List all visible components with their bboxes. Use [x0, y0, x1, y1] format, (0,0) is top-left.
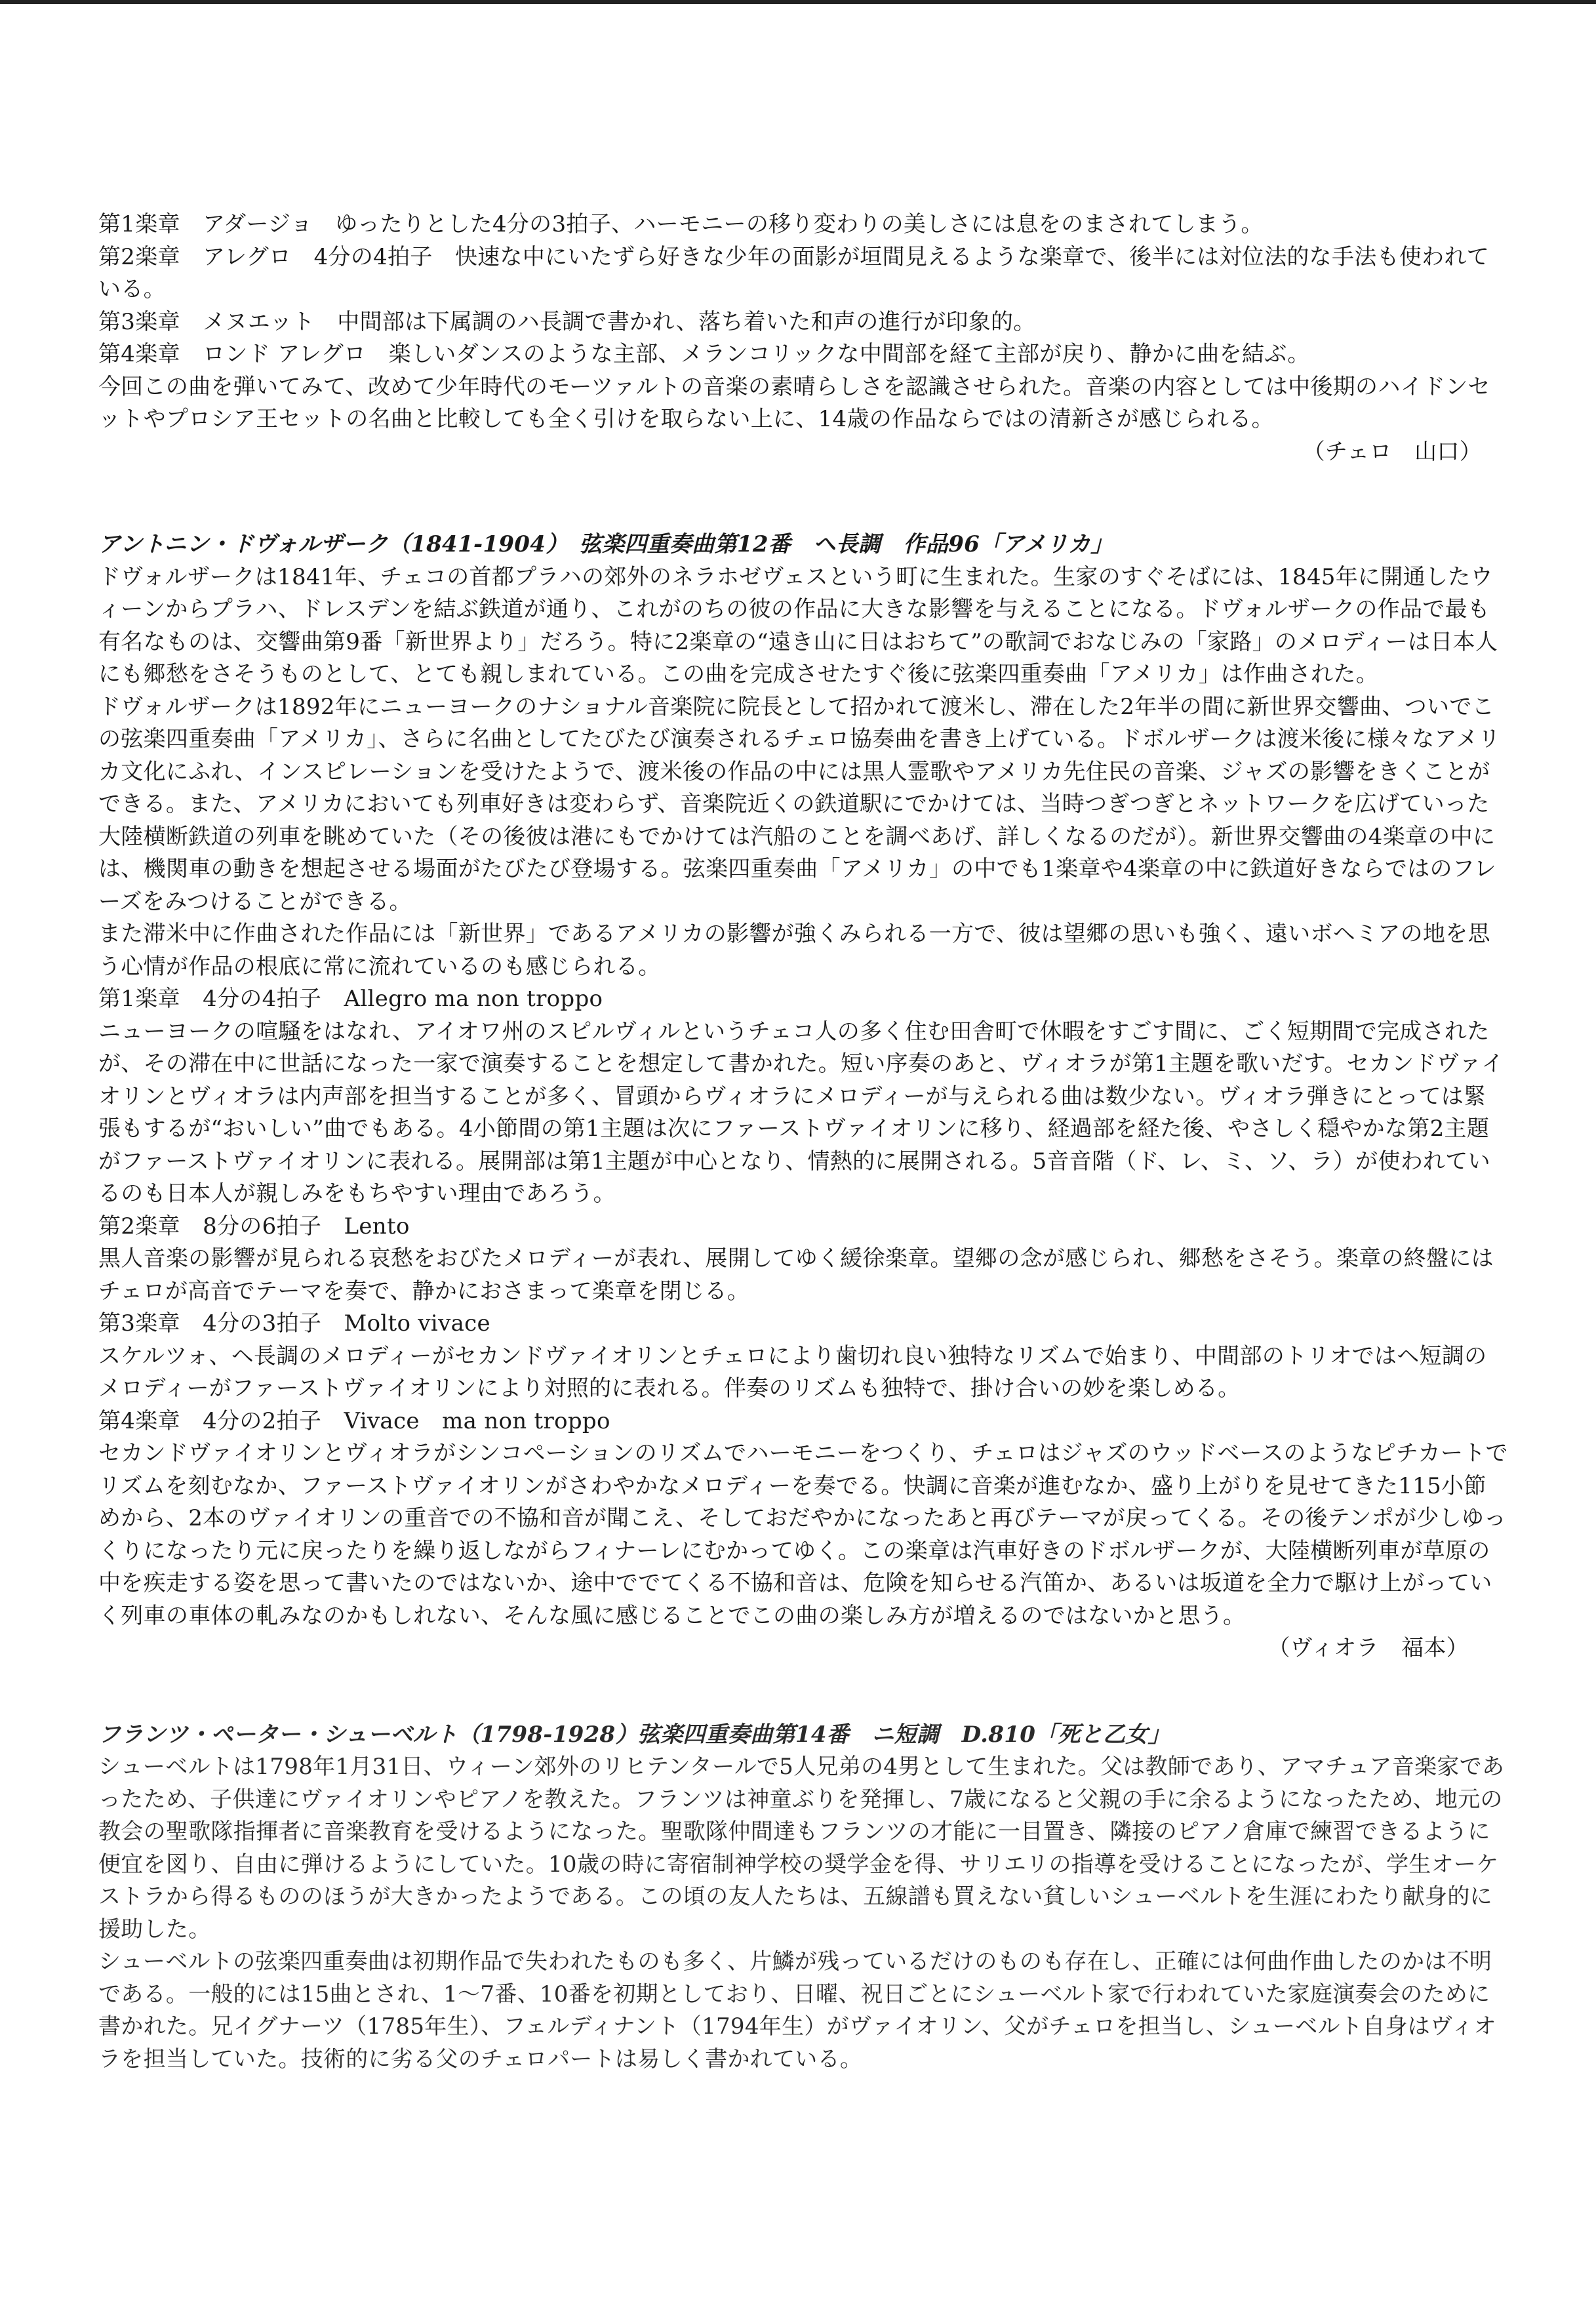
schubert-title: フランツ・ペーター・シューベルト（1798-1928）弦楽四重奏曲第14番 ニ短調 D.810「死と乙女」: [98, 1721, 1170, 1748]
dvorak-section: [98, 529, 1508, 1665]
dvorak-movement-1-text: ニューヨークの喧騒をはなれ、アイオワ州のスピルヴィルというチェコ人の多く住む田舎町で休暇をすごす間に、ごく短期間で完成されたが、その滞在中に世話になった一家で演奏することを想定して書かれた。短い序奏のあと、ヴィオラが第1主題を歌いだす。セカンドヴァイオリンとヴィオラは内声部を担当することが多く、冒頭からヴィオラにメロディーが与えられる曲は数少ない。ヴィオラ弾きにとっては緊張もするが“おいしい”曲でもある。4小節間の第1主題は次にファーストヴァイオリンに移り、経過部を経た後、やさしく穏やかな第2主題がファーストヴァイオリンに表れる。展開部は第1主題が中心となり、情熱的に展開される。5音音階（ド、レ、ミ、ソ、ラ）が使われているのも日本人が親しみをもちやすい理由であろう。: [98, 1018, 1504, 1207]
dvorak-movement-4-text: セカンドヴァイオリンとヴィオラがシンコペーションのリズムでハーモニーをつくり、チェロはジャズのウッドベースのようなピチカートでリズムを刻むなか、ファーストヴァイオリンがさわやかなメロディーを奏でる。快調に音楽が進むなか、盛り上がりを見せてきた115小節めから、2本のヴァイオリンの重音での不協和音が聞こえ、そしておだやかになったあと再びテーマが戻ってくる。その後テンポが少しゆっくりになったり元に戻ったりを繰り返しながらフィナーレにむかってゆく。この楽章は汽車好きのドボルザークが、大陸横断列車が草原の中を疾走する姿を思って書いたのではないか、途中ででてくる不協和音は、危険を知らせる汽笛か、あるいは坂道を全力で駆け上がっていく列車の車体の軋みなのかもしれない、そんな風に感じることでこの曲の楽しみ方が増えるのではないかと思う。: [98, 1440, 1508, 1629]
mozart-section: [98, 209, 1508, 468]
mozart-comment: 今回この曲を弾いてみて、改めて少年時代のモーツァルトの音楽の素晴らしさを認識させられた。音楽の内容としては中後期のハイドンセットやプロシア王セットの名曲と比較しても全く引けを取らない上に、14歳の作品ならではの清新さが感じられる。: [98, 373, 1490, 432]
dvorak-paragraph-2: ドヴォルザークは1892年にニューヨークのナショナル音楽院に院長として招かれて渡米し、滞在した2年半の間に新世界交響曲、ついでこの弦楽四重奏曲「アメリカ」、さらに名曲としてたびたび演奏されるチェロ協奏曲を書き上げている。ドボルザークは渡米後に様々なアメリカ文化にふれ、インスピレーションを受けたようで、渡米後の作品の中には黒人霊歌やアメリカ先住民の音楽、ジャズの影響をきくことができる。また、アメリカにおいても列車好きは変わらず、音楽院近くの鉄道駅にでかけては、当時つぎつぎとネットワークを広げていった大陸横断鉄道の列車を眺めていた（その後彼は港にもでかけては汽船のことを調べあげ、詳しくなるのだが）。新世界交響曲の4楽章の中には、機関車の動きを想起させる場面がたびたび登場する。弦楽四重奏曲「アメリカ」の中でも1楽章や4楽章の中に鉄道好きならではのフレーズをみつけることができる。: [98, 693, 1501, 915]
schubert-paragraph-2: シューベルトの弦楽四重奏曲は初期作品で失われたものも多く、片鱗が残っているだけのものも存在し、正確には何曲作曲したのかは不明である。一般的には15曲とされ、1～7番、10番を初期としており、日曜、祝日ごとにシューベルト家で行われていた家庭演奏会のために書かれた。兄イグナーツ（1785年生）、フェルディナント（1794年生）がヴァイオリン、父がチェロを担当し、シューベルト自身はヴィオラを担当していた。技術的に劣る父のチェロパートは易しく書かれている。: [98, 1948, 1496, 2072]
dvorak-movement-2-text: 黒人音楽の影響が見られる哀愁をおびたメロディーが表れ、展開してゆく緩徐楽章。望郷の念が感じられ、郷愁をさそう。楽章の終盤にはチェロが高音でテーマを奏で、静かにおさまって楽章を閉じる。: [98, 1245, 1494, 1304]
dvorak-movement-3-heading: 第3楽章 4分の3拍子 Molto vivace: [98, 1310, 490, 1337]
schubert-section: [98, 1719, 1508, 2076]
mozart-signature: （チェロ 山口）: [1302, 438, 1482, 465]
document-page: [98, 209, 1508, 2076]
dvorak-movement-3-text: スケルツォ、ヘ長調のメロディーがセカンドヴァイオリンとチェロにより歯切れ良い独特なリズムで始まり、中間部のトリオではヘ短調のメロディーがファーストヴァイオリンにより対照的に表れる。伴奏のリズムも独特で、掛け合いの妙を楽しめる。: [98, 1342, 1487, 1401]
dvorak-paragraph-1: ドヴォルザークは1841年、チェコの首都プラハの郊外のネラホゼヴェスという町に生まれた。生家のすぐそばには、1845年に開通したウィーンからプラハ、ドレスデンを結ぶ鉄道が通り、これがのちの彼の作品に大きな影響を与えることになる。ドヴォルザークの作品で最も有名なものは、交響曲第9番「新世界より」だろう。特に2楽章の“遠き山に日はおちて”の歌詞でおなじみの「家路」のメロディーは日本人にも郷愁をさそうものとして、とても親しまれている。この曲を完成させたすぐ後に弦楽四重奏曲「アメリカ」は作曲された。: [98, 563, 1498, 687]
dvorak-movement-1-heading: 第1楽章 4分の4拍子 Allegro ma non troppo: [98, 986, 603, 1012]
mozart-movement-1: 第1楽章 アダージョ ゆったりとした4分の3拍子、ハーモニーの移り変わりの美しさには息をのまされてしまう。: [98, 211, 1264, 237]
dvorak-title: アントニン・ドヴォルザーク（1841-1904） 弦楽四重奏曲第12番 ヘ長調 作品96「アメリカ」: [98, 531, 1113, 557]
dvorak-signature: （ヴィオラ 福本）: [1267, 1635, 1469, 1661]
mozart-movement-3: 第3楽章 メヌエット 中間部は下属調のハ長調で書かれ、落ち着いた和声の進行が印象的。: [98, 308, 1036, 335]
dvorak-paragraph-3: また滞米中に作曲された作品には「新世界」であるアメリカの影響が強くみられる一方で、彼は望郷の思いも強く、遠いボヘミアの地を思う心情が作品の根底に常に流れているのも感じられる。: [98, 921, 1490, 980]
dvorak-movement-2-heading: 第2楽章 8分の6拍子 Lento: [98, 1213, 410, 1240]
mozart-movement-4: 第4楽章 ロンド アレグロ 楽しいダンスのような主部、メランコリックな中間部を経て主部が戻り、静かに曲を結ぶ。: [98, 341, 1310, 367]
mozart-movement-2: 第2楽章 アレグロ 4分の4拍子 快速な中にいたずら好きな少年の面影が垣間見えるような楽章で、後半には対位法的な手法も使われている。: [98, 243, 1490, 302]
scan-top-edge: [0, 0, 1596, 4]
dvorak-movement-4-heading: 第4楽章 4分の2拍子 Vivace ma non troppo: [98, 1407, 610, 1434]
schubert-paragraph-1: シューベルトは1798年1月31日、ウィーン郊外のリヒテンタールで5人兄弟の4男として生まれた。父は教師であり、アマチュア音楽家であったため、子供達にヴァイオリンやピアノを教えた。フランツは神童ぶりを発揮し、7歳になると父親の手に余るようになったため、地元の教会の聖歌隊指揮者に音楽教育を受けるようになった。聖歌隊仲間達もフランツの才能に一目置き、隣接のピアノ倉庫で練習できるように便宜を図り、自由に弾けるようにしていた。10歳の時に寄宿制神学校の奨学金を得、サリエリの指導を受けることになったが、学生オーケストラから得るもののほうが大きかったようである。この頃の友人たちは、五線譜も買えない貧しいシューベルトを生涯にわたり献身的に援助した。: [98, 1754, 1505, 1943]
